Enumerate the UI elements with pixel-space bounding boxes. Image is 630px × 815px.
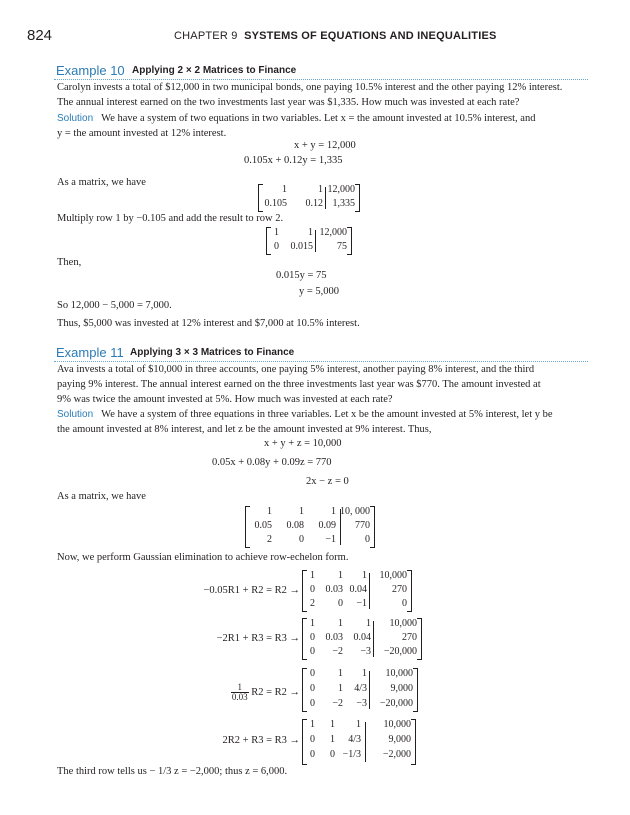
matrix-cell: 0.04 — [353, 632, 371, 643]
matrix-cell: −1/3 — [342, 749, 361, 760]
matrix-cell: 0.05 — [254, 520, 272, 531]
matrix-cell: 0 — [310, 683, 315, 694]
example-11-heading — [54, 343, 588, 364]
solution-sentence: We have a system of three equations in three variables. Let x be the amount invested at 5% interest, let y be — [101, 409, 553, 420]
matrix-row — [303, 570, 411, 584]
matrix-cell: 4/3 — [354, 683, 367, 694]
matrix-cell: 0 — [299, 534, 304, 545]
matrix-cell: 1 — [338, 570, 343, 581]
example-title: Applying 2 × 2 Matrices to Finance — [132, 65, 297, 76]
matrix-row — [303, 646, 421, 660]
problem-line: paying 9% interest. The annual interest earned on the three investments last year was $770. The amount invested at — [57, 379, 541, 390]
matrix-cell: 10,000 — [383, 719, 411, 730]
matrix-cell: 0.04 — [349, 584, 367, 595]
row-operation: 2R2 + R3 = R3 → — [222, 735, 300, 746]
matrix — [266, 227, 352, 255]
problem-text — [57, 80, 585, 110]
matrix-cell: 75 — [337, 241, 347, 252]
matrix-cell: 0 — [310, 749, 315, 760]
text-line: As a matrix, we have — [57, 491, 146, 502]
matrix-cell: 0.08 — [286, 520, 304, 531]
text-line: As a matrix, we have — [57, 177, 146, 188]
matrix-cell: 0 — [310, 668, 315, 679]
row-operation-text: R2 = R2 → — [251, 686, 300, 698]
matrix-cell: −20,000 — [383, 646, 417, 657]
matrix-cell: 0 — [310, 646, 315, 657]
equation: 0.105x + 0.12y = 1,335 — [244, 155, 343, 166]
matrix-cell: 0.105 — [264, 198, 287, 209]
text-line: Thus, $5,000 was invested at 12% interest and $7,000 at 10.5% interest. — [57, 318, 360, 329]
matrix — [302, 618, 422, 660]
solution-label: Solution — [57, 113, 94, 124]
solution-line: the amount invested at 8% interest, and let z be the amount invested at 9% interest. Thus, — [57, 424, 432, 435]
example-number: Example 11 — [56, 345, 124, 360]
matrix-cell: 0 — [330, 749, 335, 760]
matrix-cell: −1 — [356, 598, 367, 609]
matrix-cell: 10,000 — [389, 618, 417, 629]
numerator: 1 — [231, 683, 249, 693]
matrix-cell: −2 — [332, 646, 343, 657]
equation: x + y + z = 10,000 — [264, 438, 342, 449]
problem-text — [57, 362, 585, 407]
solution-line — [57, 111, 585, 126]
row-operation — [198, 683, 300, 702]
example-number: Example 10 — [56, 63, 125, 78]
matrix-cell: −2 — [332, 698, 343, 709]
matrix-cell: 12,000 — [327, 184, 355, 195]
matrix-cell: −20,000 — [379, 698, 413, 709]
matrix-cell: 1 — [267, 506, 272, 517]
matrix-cell: 0.12 — [305, 198, 323, 209]
matrix-cell: 1 — [331, 506, 336, 517]
matrix-cell: 9,000 — [390, 683, 413, 694]
matrix — [302, 668, 418, 712]
fraction — [231, 683, 249, 702]
matrix-cell: 0 — [274, 241, 279, 252]
solution-text — [57, 111, 585, 141]
matrix-cell: 0 — [310, 632, 315, 643]
matrix-row — [246, 534, 374, 548]
matrix-row — [303, 683, 417, 698]
matrix-row — [246, 520, 374, 534]
matrix-cell: 10,000 — [385, 668, 413, 679]
text-line: The third row tells us − 1/3 z = −2,000; thus z = 6,000. — [57, 766, 288, 777]
row-operation: −2R1 + R3 = R3 → — [216, 633, 300, 644]
matrix-row — [259, 184, 359, 198]
equation: x + y = 12,000 — [294, 140, 356, 151]
matrix — [258, 184, 360, 212]
matrix-cell: 1 — [362, 570, 367, 581]
matrix-cell: 1,335 — [332, 198, 355, 209]
matrix-cell: 1 — [282, 184, 287, 195]
equation: 2x − z = 0 — [306, 476, 349, 487]
matrix-cell: 10, 000 — [340, 506, 370, 517]
matrix-cell: −3 — [360, 646, 371, 657]
equation: y = 5,000 — [299, 286, 340, 297]
matrix-row — [246, 506, 374, 520]
matrix-row — [267, 227, 351, 241]
matrix — [245, 506, 375, 548]
text-line: So 12,000 − 5,000 = 7,000. — [57, 300, 172, 311]
matrix-cell: 770 — [355, 520, 370, 531]
matrix-cell: 1 — [330, 719, 335, 730]
matrix-cell: 2 — [267, 534, 272, 545]
matrix-cell: 1 — [338, 668, 343, 679]
matrix-cell: 270 — [402, 632, 417, 643]
text-line: Now, we perform Gaussian elimination to achieve row-echelon form. — [57, 552, 349, 563]
matrix-cell: 12,000 — [319, 227, 347, 238]
matrix-cell: 0.015 — [290, 241, 313, 252]
solution-label: Solution — [57, 409, 94, 420]
matrix-row — [303, 749, 415, 763]
chapter-label: CHAPTER 9 — [174, 30, 238, 42]
denominator: 0.03 — [231, 692, 248, 702]
matrix-cell: 1 — [310, 570, 315, 581]
matrix-cell: 0 — [402, 598, 407, 609]
matrix — [302, 719, 416, 765]
matrix-cell: 1 — [310, 618, 315, 629]
matrix-cell: 0 — [310, 698, 315, 709]
matrix-row — [303, 719, 415, 734]
matrix-cell: 1 — [299, 506, 304, 517]
matrix-cell: 1 — [318, 184, 323, 195]
equation: 0.015y = 75 — [276, 270, 327, 281]
matrix-row — [303, 668, 417, 683]
matrix-cell: 1 — [338, 683, 343, 694]
matrix-cell: 0 — [338, 598, 343, 609]
matrix-row — [303, 598, 411, 612]
matrix-cell: 4/3 — [348, 734, 361, 745]
text-line: Multiply row 1 by −0.105 and add the result to row 2. — [57, 213, 284, 224]
matrix-cell: −3 — [356, 698, 367, 709]
solution-line — [57, 407, 585, 422]
matrix-cell: 2 — [310, 598, 315, 609]
problem-line: Carolyn invests a total of $12,000 in two municipal bonds, one paying 10.5% interest and the other paying 12% interest. — [57, 82, 563, 93]
matrix-row — [303, 632, 421, 646]
matrix-cell: 1 — [338, 618, 343, 629]
matrix-row — [303, 698, 417, 712]
matrix-cell: 0 — [310, 734, 315, 745]
solution-text — [57, 407, 585, 437]
running-header — [174, 30, 497, 42]
matrix-cell: 270 — [392, 584, 407, 595]
matrix-cell: 1 — [330, 734, 335, 745]
matrix-cell: 0.03 — [325, 584, 343, 595]
matrix-cell: 1 — [310, 719, 315, 730]
equation: 0.05x + 0.08y + 0.09z = 770 — [212, 457, 332, 468]
matrix-cell: 1 — [274, 227, 279, 238]
matrix-row — [303, 734, 415, 749]
problem-line: The annual interest earned on the two investments last year was $1,335. How much was invested at each rate? — [57, 97, 520, 108]
chapter-title: SYSTEMS OF EQUATIONS AND INEQUALITIES — [244, 30, 497, 42]
problem-line: Ava invests a total of $10,000 in three accounts, one paying 5% interest, another paying 8% interest, and the third — [57, 364, 535, 375]
matrix-cell: 0 — [365, 534, 370, 545]
matrix-cell: 1 — [356, 719, 361, 730]
matrix-row — [259, 198, 359, 212]
matrix-row — [303, 618, 421, 632]
problem-line: 9% was twice the amount invested at 5%. How much was invested at each rate? — [57, 394, 393, 405]
matrix-cell: 1 — [362, 668, 367, 679]
matrix-cell: −2,000 — [382, 749, 411, 760]
matrix — [302, 570, 412, 612]
row-operation: −0.05R1 + R2 = R2 → — [203, 585, 300, 596]
matrix-cell: 0.09 — [318, 520, 336, 531]
matrix-cell: 1 — [366, 618, 371, 629]
solution-sentence: We have a system of two equations in two variables. Let x = the amount invested at 10.5% interest, and — [101, 113, 536, 124]
matrix-cell: 10,000 — [379, 570, 407, 581]
solution-line: y = the amount invested at 12% interest. — [57, 128, 227, 139]
matrix-cell: −1 — [325, 534, 336, 545]
matrix-cell: 1 — [308, 227, 313, 238]
example-10-heading — [54, 61, 588, 82]
matrix-cell: 0.03 — [325, 632, 343, 643]
example-title: Applying 3 × 3 Matrices to Finance — [130, 347, 295, 358]
text-line: Then, — [57, 257, 82, 268]
matrix-cell: 9,000 — [388, 734, 411, 745]
matrix-cell: 0 — [310, 584, 315, 595]
matrix-row — [267, 241, 351, 255]
page-number: 824 — [27, 27, 53, 44]
matrix-row — [303, 584, 411, 598]
